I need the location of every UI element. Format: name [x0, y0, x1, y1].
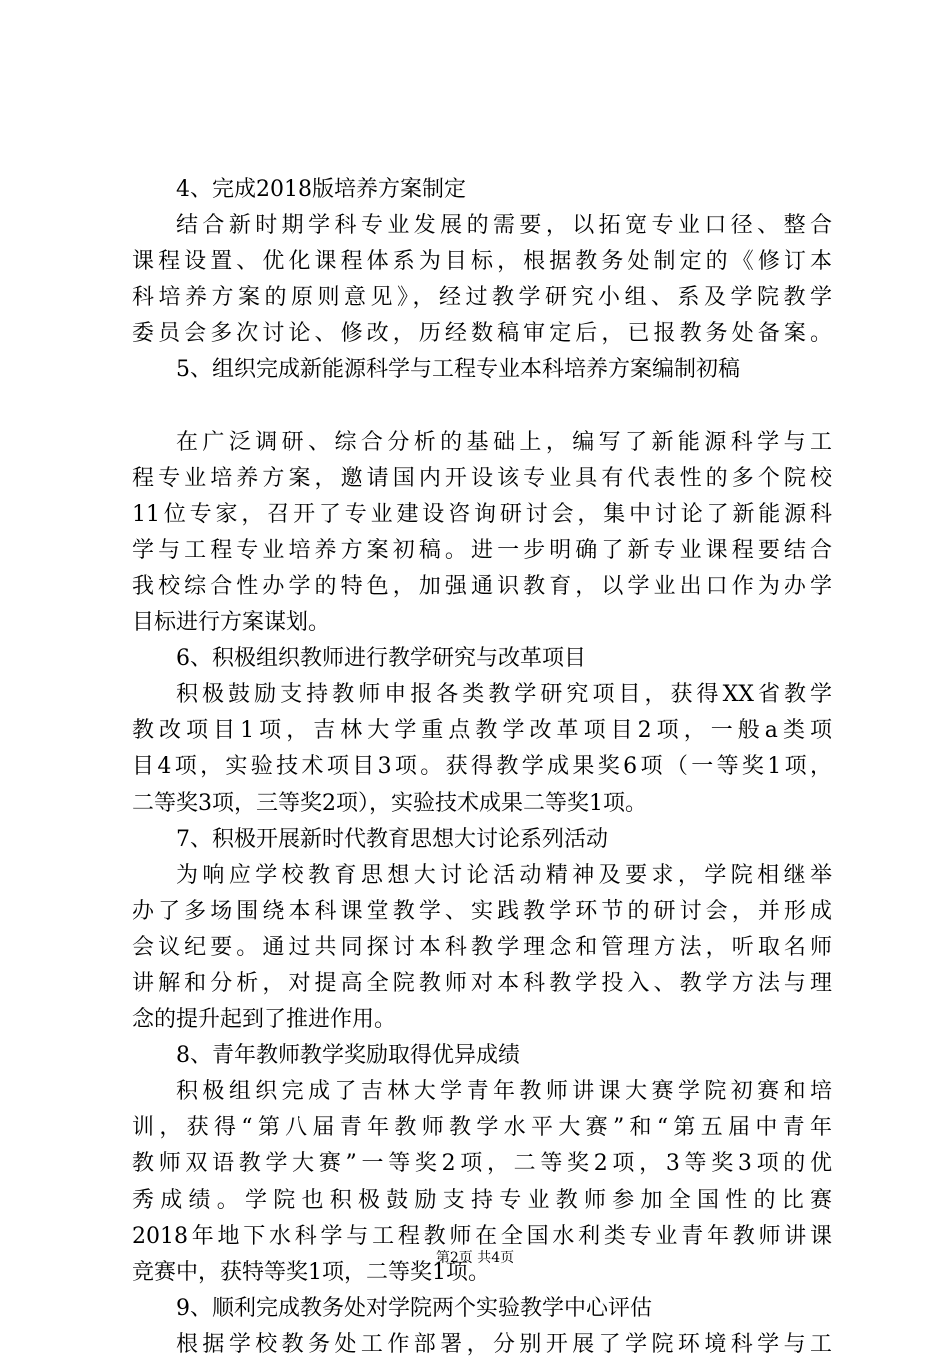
text-line: 2018年地下水科学与工程教师在全国水利类专业青年教师讲课	[132, 1223, 832, 1249]
text-line: 为响应学校教育思想大讨论活动精神及要求，学院相继举	[176, 862, 832, 888]
text-line: 教改项目1项，吉林大学重点教学改革项目2项，一般a类项	[132, 718, 832, 744]
blank-line	[132, 389, 832, 425]
text-line: 念的提升起到了推进作用。	[132, 1007, 397, 1033]
text-line: 11位专家，召开了专业建设咨询研讨会，集中讨论了新能源科	[132, 501, 832, 527]
heading-9: 9、顺利完成教务处对学院两个实验教学中心评估	[176, 1295, 652, 1321]
text-line: 讲解和分析，对提高全院教师对本科教学投入、教学方法与理	[132, 970, 832, 996]
heading-5: 5、组织完成新能源科学与工程专业本科培养方案编制初稿	[176, 357, 740, 383]
text-line: 办了多场围绕本科课堂教学、实践教学环节的研讨会，并形成	[132, 898, 832, 924]
text-line: 我校综合性办学的特色，加强通识教育，以学业出口作为办学	[132, 573, 832, 599]
text-line: 竞赛中，获特等奖1项，二等奖1项。	[132, 1259, 490, 1285]
text-line: 结合新时期学科专业发展的需要，以拓宽专业口径、整合	[176, 213, 832, 239]
text-line: 学与工程专业培养方案初稿。进一步明确了新专业课程要结合	[132, 537, 832, 563]
text-line: 在广泛调研、综合分析的基础上，编写了新能源科学与工	[176, 429, 832, 455]
text-line: 会议纪要。通过共同探讨本科教学理念和管理方法，听取名师	[132, 934, 832, 960]
text-line: 目4项，实验技术项目3项。获得教学成果奖6项（一等奖1项，	[132, 754, 832, 780]
text-line: 二等奖3项，三等奖2项），实验技术成果二等奖1项。	[132, 790, 647, 816]
heading-6: 6、积极组织教师进行教学研究与改革项目	[176, 646, 586, 672]
page-footer: 第2页 共4页	[435, 1250, 515, 1266]
heading-8: 8、青年教师教学奖励取得优异成绩	[176, 1043, 520, 1069]
heading-4: 4、完成2018版培养方案制定	[176, 177, 466, 202]
text-line: 教师双语教学大赛”一等奖2项，二等奖2项，3等奖3项的优	[132, 1151, 832, 1177]
text-line: 目标进行方案谋划。	[132, 610, 331, 636]
text-line: 积极组织完成了吉林大学青年教师讲课大赛学院初赛和培	[176, 1079, 832, 1105]
text-line: 积极鼓励支持教师申报各类教学研究项目，获得XX省教学	[176, 682, 832, 708]
text-line: 秀成绩。学院也积极鼓励支持专业教师参加全国性的比赛	[132, 1187, 832, 1213]
document-body	[132, 172, 832, 1363]
text-line: 课程设置、优化课程体系为目标，根据教务处制定的《修订本	[132, 249, 832, 275]
heading-7: 7、积极开展新时代教育思想大讨论系列活动	[176, 826, 608, 852]
text-line: 委员会多次讨论、修改，历经数稿审定后，已报教务处备案。	[132, 321, 832, 347]
text-line: 根据学校教务处工作部署，分别开展了学院环境科学与工	[176, 1331, 832, 1357]
text-line: 程专业培养方案，邀请国内开设该专业具有代表性的多个院校	[132, 465, 832, 491]
text-line: 科培养方案的原则意见》，经过教学研究小组、系及学院教学	[132, 285, 832, 311]
text-line: 训，获得“第八届青年教师教学水平大赛”和“第五届中青年	[132, 1115, 832, 1141]
